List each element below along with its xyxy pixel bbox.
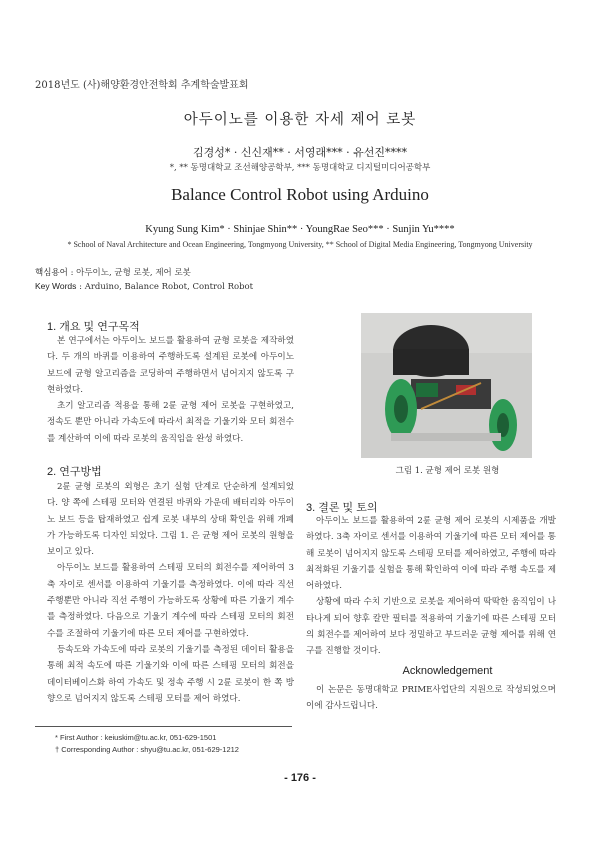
paragraph: 이 논문은 동명대학교 PRIME사업단의 지원으로 작성되었으며 이에 감사드립니다.	[306, 685, 556, 712]
figure-robot-photo	[361, 313, 532, 458]
section-heading-intro: 1. 개요 및 연구목적	[47, 321, 140, 333]
affiliation-english: * School of Naval Architecture and Ocean Engineering, Tongmyong University, ** School of Digital Media Engineering, Tongmyong University	[67, 240, 533, 249]
paragraph: 상황에 따라 수치 기반으로 로봇을 제어하여 딱딱한 움직임이 나타나게 되어 향후 칼만 필터를 적용하여 기울기에 따른 스테핑 모터의 회전수를 제어하여 보다 정밀하고 부드러운 균형 제어를 위해 연구를 진행할 것이다.	[306, 597, 556, 657]
section-heading-ack: Acknowledgement	[402, 665, 493, 677]
keywords-korean	[35, 266, 191, 278]
authors-english: Kyung Sung Kim* · Shinjae Shin** · YoungRae Seo*** · Sunjin Yu****	[145, 224, 455, 235]
section-method-body	[47, 479, 294, 707]
keywords-english-value: : Arduino, Balance Robot, Control Robot	[79, 282, 254, 292]
section-heading-method: 2. 연구방법	[47, 466, 102, 478]
footnote-divider	[35, 726, 292, 727]
affiliation-korean: *, ** 동명대학교 조선해양공학부, *** 동명대학교 디지털미디어공학부	[169, 163, 431, 173]
authors-korean: 김경성* · 신신재** · 서영래*** · 유선진****	[193, 146, 407, 159]
robot-illustration	[361, 313, 532, 458]
keywords-english	[35, 281, 253, 292]
paragraph: 아두이노 보드를 활용하여 스테핑 모터의 회전수를 제어하여 3축 자이로 센서를 이용하여 기울기를 측정하였다. 이에 따라 직선 주행뿐만 아니라 직선 주행이 가능하도록 상황에 따른 기울기 계수를 측정하였다. 다음으로 기울기 계수에 따라 스테핑 모터의 회전수를 조절하여 기울기에 따른 모터 제어를 구현하였다.	[47, 563, 294, 639]
keywords-english-label: Key Words	[35, 281, 77, 291]
title-english: Balance Control Robot using Arduino	[171, 185, 429, 204]
keywords-korean-label: 핵심용어	[35, 267, 68, 277]
section-ack-body	[306, 682, 556, 715]
page-number: - 176 -	[284, 772, 316, 784]
footnote-corresponding-author: † Corresponding Author : shyu@tu.ac.kr, 051-629-1212	[55, 745, 239, 754]
footnote-first-author: * First Author : keiuskim@tu.ac.kr, 051-629-1501	[55, 733, 217, 742]
title-korean: 아두이노를 이용한 자세 제어 로봇	[183, 112, 417, 128]
section-heading-conclusion: 3. 결론 및 토의	[306, 502, 378, 514]
keywords-korean-value: : 아두이노, 균형 로봇, 제어 로봇	[70, 268, 191, 278]
figure-caption: 그림 1. 균형 제어 로봇 원형	[395, 466, 500, 476]
paragraph: 아두이노 보드를 활용하여 2륜 균형 제어 로봇의 시제품을 개발하였다. 3축 자이로 센서를 이용하여 기울기에 따른 모터 제어를 통해 로봇이 넘어지지 않도록 스테핑 모터를 제어하였고, 주행에 따라 최적화된 기울기를 실험을 통해 확인하여 이에 따라 주행 속도를 제어하였다.	[306, 516, 556, 592]
section-conclusion-body	[306, 513, 556, 660]
paragraph: 초기 알고리즘 적용을 통해 2륜 균형 제어 로봇을 구현하였고, 정속도 뿐만 아니라 가속도에 따라서 최적을 기울기와 모터 회전수를 계산하여 이에 따라 로봇의 움직임을 완성 하였다.	[47, 401, 294, 444]
paragraph: 2륜 균형 로봇의 외형은 초기 실험 단계로 단순하게 설계되었다. 양 쪽에 스테핑 모터와 연결된 바퀴와 가운데 배터리와 아두이노 보드 등을 탑재하였고 쉽게 로봇 내부의 상태 확인을 위해 개폐가 가능하도록 디자인 되었다. 그림 1. 은 균형 제어 로봇의 원형을 보이고 있다.	[47, 482, 294, 558]
conference-header: 2018년도 (사)해양환경안전학회 추계학술발표회	[35, 80, 249, 91]
paragraph: 본 연구에서는 아두이노 보드를 활용하여 균형 로봇을 제작하였다. 두 개의 바퀴를 이용하여 주행하도록 설계된 로봇에 아두이노 보드에 균형 알고리즘을 코딩하여 주행하면서 넘어지지 않도록 구현하였다.	[47, 336, 294, 395]
section-intro-body	[47, 333, 294, 447]
paragraph: 등속도와 가속도에 따라 로봇의 기울기를 측정된 데이터 활용을 통해 최적 속도에 따른 기울기와 이에 따른 스테핑 모터의 회전을 데이터베이스화 하여 가속도 및 정속 주행 시 2륜 로봇이 한 쪽 방향으로 넘어지지 않도록 스테핑 모터를 제어 하였다.	[47, 644, 294, 704]
